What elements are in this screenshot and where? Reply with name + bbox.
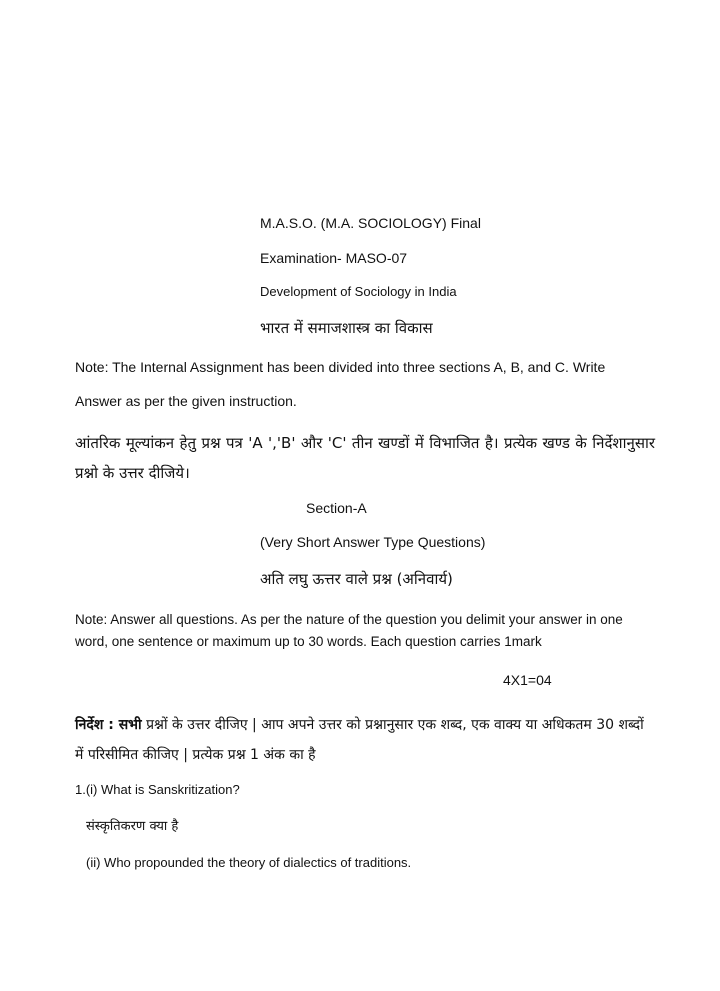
instruction-label: निर्देश : सभी bbox=[75, 717, 142, 733]
note-english-line1: Note: The Internal Assignment has been divided into three sections A, B, and C. Write bbox=[75, 359, 606, 375]
question-1-i-hindi: संस्कृतिकरण क्या है bbox=[86, 819, 179, 834]
section-a-subtitle-hindi: अति लघु ऊत्तर वाले प्रश्न (अनिवार्य) bbox=[260, 570, 453, 588]
instruction-hindi bbox=[75, 710, 655, 770]
note-english-line2: Answer as per the given instruction. bbox=[75, 393, 297, 409]
exam-code: Examination- MASO-07 bbox=[260, 250, 408, 266]
marks-distribution: 4X1=04 bbox=[503, 672, 552, 688]
section-a-title: Section-A bbox=[306, 500, 367, 516]
note-hindi: आंतरिक मूल्यांकन हेतु प्रश्न पत्र 'A ','B' और 'C' तीन खण्डों में विभाजित है। प्रत्येक खण्ड के निर्देशानुसार प्रश्नो के उत्तर दीजिये। bbox=[75, 434, 655, 482]
paper-title-hindi: भारत में समाजशास्त्र का विकास bbox=[260, 319, 433, 337]
paper-title: Development of Sociology in India bbox=[260, 284, 457, 299]
instruction-text: प्रश्नों के उत्तर दीजिए | आप अपने उत्तर को प्रश्नानुसार एक शब्द, एक वाक्य या अधिकतम 30 शब्दों में परिसीमित कीजिए | प्रत्येक प्रश्न 1 अंक का है bbox=[75, 717, 644, 763]
question-1-i: 1.(i) What is Sanskritization? bbox=[75, 782, 240, 797]
section-a-note: Note: Answer all questions. As per the nature of the question you delimit your answer in one word, one sentence or maximum up to 30 words. Each question carries 1mark bbox=[75, 612, 623, 649]
question-1-ii: (ii) Who propounded the theory of dialectics of traditions. bbox=[86, 855, 412, 870]
course-title: M.A.S.O. (M.A. SOCIOLOGY) Final bbox=[260, 215, 481, 231]
section-a-subtitle: (Very Short Answer Type Questions) bbox=[260, 534, 486, 550]
